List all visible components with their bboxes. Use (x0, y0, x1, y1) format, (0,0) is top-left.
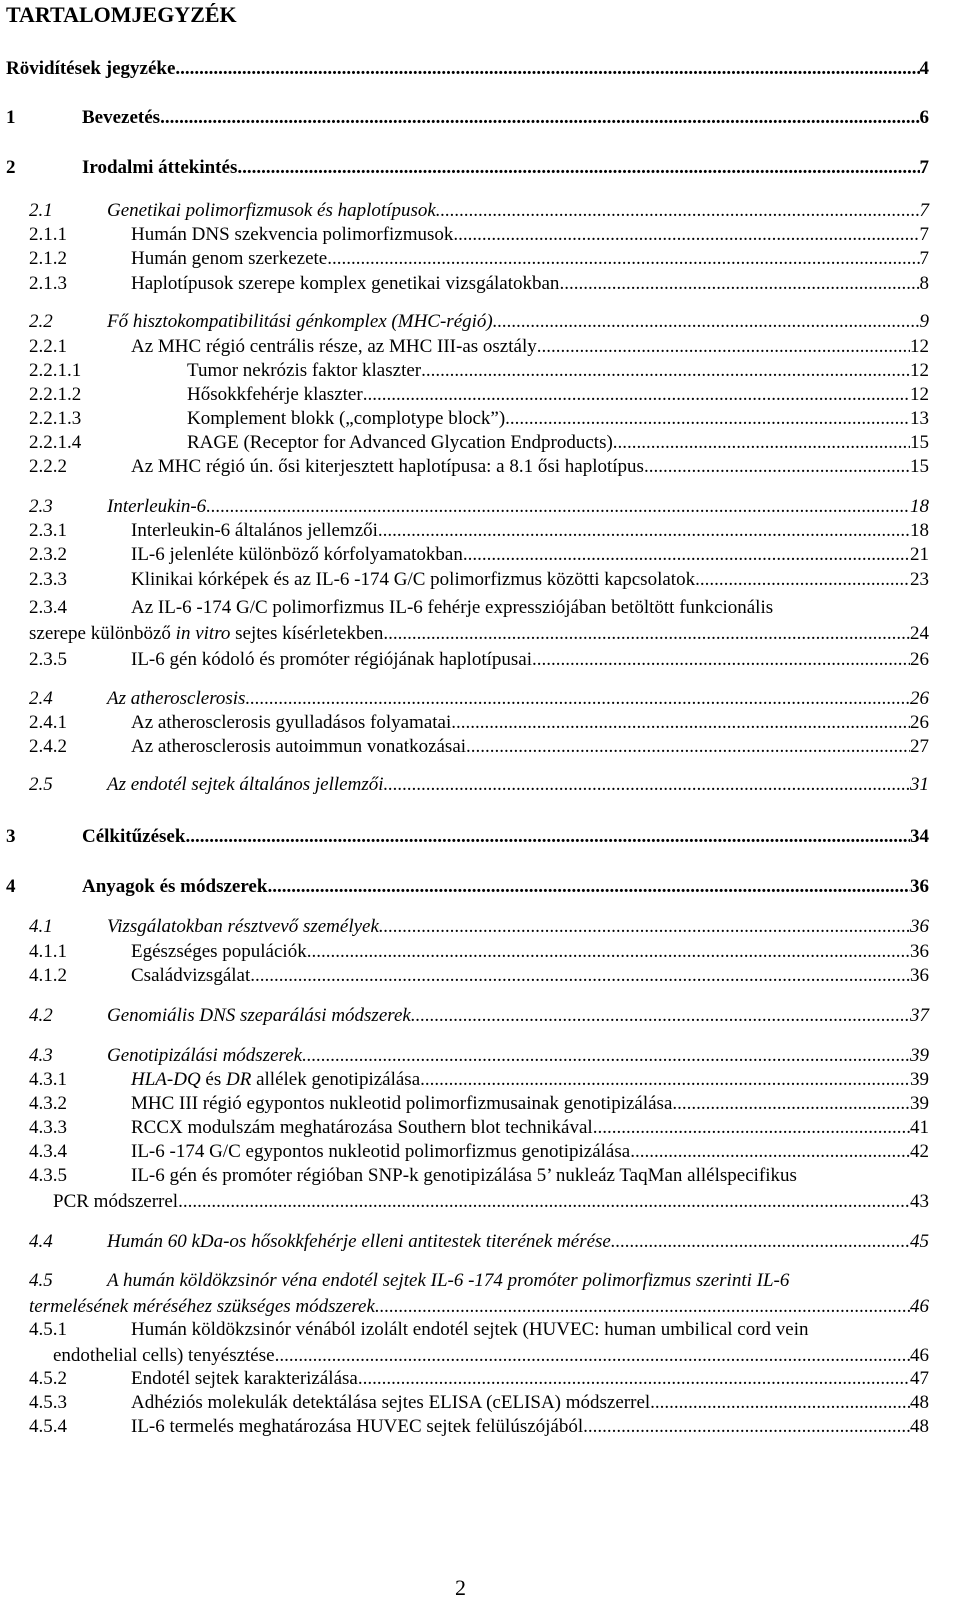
toc-title: TARTALOMJEGYZÉK (6, 2, 237, 27)
toc-entry-title: Célkitűzések (82, 826, 186, 847)
toc-entry-page: 36 (910, 876, 929, 897)
toc-entry-number: 2.5 (29, 774, 53, 795)
toc-entry-page: 27 (910, 736, 929, 757)
toc-entry-title-continued: endothelial cells) tenyésztése (53, 1345, 275, 1366)
toc-entry-page: 15 (910, 456, 929, 477)
toc-entry-number: 2.2.1.1 (29, 360, 82, 381)
toc-leader-dots (650, 1391, 910, 1415)
toc-leader-dots (206, 495, 910, 519)
toc-entry-page: 37 (910, 1005, 929, 1026)
toc-entry-number: 4.3.3 (29, 1117, 67, 1138)
toc-entry-title: Adhéziós molekulák detektálása sejtes ELISA (cELISA) módszerrel (131, 1392, 651, 1413)
toc-entry-title: Fő hisztokompatibilitási génkomplex (MHC-régió) (107, 311, 493, 332)
toc-leader-dots (302, 1044, 910, 1068)
toc-leader-dots (275, 1344, 910, 1368)
toc-entry[interactable] (29, 1318, 929, 1368)
toc-entry-number: 1 (6, 107, 16, 128)
toc-entry-title: Humán 60 kDa-os hősokkfehérje elleni antitestek titerének mérése (107, 1231, 611, 1252)
toc-entry-page: 4 (919, 58, 929, 79)
toc-entry-number: 4.3.4 (29, 1141, 67, 1162)
toc-leader-dots (160, 106, 919, 130)
toc-entry-page: 8 (919, 273, 929, 294)
toc-entry-number: 4.4 (29, 1231, 53, 1252)
toc-entry[interactable] (29, 495, 929, 519)
toc-entry[interactable] (29, 1116, 929, 1140)
toc-entry[interactable] (29, 455, 929, 479)
toc-entry-page: 12 (910, 336, 929, 357)
toc-entry-title-continued: szerepe különböző in vitro sejtes kísérletekben (29, 623, 384, 644)
toc-leader-dots (307, 940, 910, 964)
toc-entry[interactable] (29, 223, 929, 247)
toc-entry[interactable] (6, 875, 929, 899)
toc-entry-number: 2.3.2 (29, 544, 67, 565)
toc-entry-number: 4.1.2 (29, 965, 67, 986)
toc-entry-page: 46 (910, 1296, 929, 1317)
toc-entry-title: Az atherosclerosis autoimmun vonatkozásai (131, 736, 467, 757)
toc-entry-title: Tumor nekrózis faktor klaszter (187, 360, 422, 381)
toc-entry-title: Genetikai polimorfizmusok és haplotípusok (107, 200, 436, 221)
toc-entry-number: 2.1 (29, 200, 53, 221)
toc-entry[interactable] (29, 247, 929, 271)
toc-entry-title: Hősokkfehérje klaszter (187, 384, 363, 405)
toc-entry-title: IL-6 gén és promóter régióban SNP-k genotipizálása 5’ nukleáz TaqMan allélspecifikus (131, 1165, 797, 1186)
toc-entry-number: 4.3.2 (29, 1093, 67, 1114)
toc-entry-number: 4.3.5 (29, 1165, 67, 1186)
toc-entry-number: 4 (6, 876, 16, 897)
toc-entry-title: Rövidítések jegyzéke (6, 58, 176, 79)
toc-entry-page: 26 (910, 712, 929, 733)
toc-entry[interactable] (29, 735, 929, 759)
toc-entry-page: 41 (910, 1117, 929, 1138)
toc-entry-title: IL-6 termelés meghatározása HUVEC sejtek felülúszójából (131, 1416, 584, 1437)
toc-entry-title: A humán köldökzsinór véna endotél sejtek IL-6 -174 promóter polimorfizmus szerinti IL-6 (107, 1270, 790, 1291)
toc-entry[interactable] (29, 519, 929, 543)
toc-entry-page: 15 (910, 432, 929, 453)
toc-entry-title: Genotipizálási módszerek (107, 1045, 303, 1066)
toc-leader-dots (327, 247, 919, 271)
toc-leader-dots (453, 223, 919, 247)
toc-entry[interactable] (29, 310, 929, 334)
toc-entry-title: Családvizsgálat (131, 965, 251, 986)
toc-entry-title: Interleukin-6 általános jellemzői (131, 520, 378, 541)
toc-entry-title: Genomiális DNS szeparálási módszerek (107, 1005, 411, 1026)
toc-entry[interactable] (29, 199, 929, 223)
toc-entry-page: 39 (910, 1069, 929, 1090)
toc-entry[interactable] (29, 1230, 929, 1254)
toc-entry[interactable] (6, 57, 929, 81)
toc-entry-title: RAGE (Receptor for Advanced Glycation Endproducts) (187, 432, 613, 453)
toc-entry[interactable] (29, 596, 929, 646)
toc-entry-number: 4.5 (29, 1270, 53, 1291)
toc-entry-page: 36 (910, 916, 929, 937)
toc-entry-page: 46 (910, 1345, 929, 1366)
toc-entry-title: Az IL-6 -174 G/C polimorfizmus IL-6 fehérje expressziójában betöltött funkcionális (131, 597, 774, 618)
toc-entry-page: 48 (910, 1416, 929, 1437)
toc-leader-dots (237, 156, 919, 180)
toc-leader-dots (384, 773, 910, 797)
toc-entry-page: 7 (919, 248, 929, 269)
toc-entry-number: 2.1.1 (29, 224, 67, 245)
toc-entry-number: 2.4.1 (29, 712, 67, 733)
toc-leader-dots (379, 915, 910, 939)
toc-leader-dots (436, 199, 920, 223)
toc-entry-page: 39 (910, 1093, 929, 1114)
toc-leader-dots (613, 431, 910, 455)
toc-entry-title: Az MHC régió ún. ősi kiterjesztett haplotípusa: a 8.1 ősi haplotípus (131, 456, 644, 477)
toc-leader-dots (178, 1190, 910, 1214)
toc-entry-page: 18 (910, 520, 929, 541)
toc-entry-title: Interleukin-6 (107, 496, 207, 517)
toc-leader-dots (421, 359, 910, 383)
toc-entry[interactable] (29, 1092, 929, 1116)
toc-entry-number: 2.3 (29, 496, 53, 517)
toc-entry-number: 2.3.4 (29, 597, 67, 618)
toc-entry-title: Haplotípusok szerepe komplex genetikai vizsgálatokban (131, 273, 560, 294)
toc-entry-title: Az MHC régió centrális része, az MHC III-as osztály (131, 336, 537, 357)
toc-leader-dots (583, 1415, 910, 1439)
toc-entry[interactable] (29, 940, 929, 964)
toc-entry-title: Humán DNS szekvencia polimorfizmusok (131, 224, 454, 245)
toc-entry-title: Klinikai kórképek és az IL-6 -174 G/C polimorfizmus közötti kapcsolatok (131, 569, 696, 590)
toc-entry-number: 2.3.1 (29, 520, 67, 541)
toc-entry[interactable] (29, 1004, 929, 1028)
toc-entry[interactable] (6, 106, 929, 130)
toc-entry-title-continued: termelésének méréséhez szükséges módszerek (29, 1296, 375, 1317)
toc-leader-dots (175, 57, 919, 81)
toc-entry[interactable] (29, 1367, 929, 1391)
toc-entry-title: Az atherosclerosis (107, 688, 246, 709)
toc-entry[interactable] (29, 711, 929, 735)
toc-entry-page: 7 (919, 157, 929, 178)
toc-entry-number: 3 (6, 826, 16, 847)
toc-entry-title: Anyagok és módszerek (82, 876, 268, 897)
toc-entry-title: RCCX modulszám meghatározása Southern blot technikával (131, 1117, 593, 1138)
toc-entry-number: 2.1.3 (29, 273, 67, 294)
toc-entry-number: 4.3 (29, 1045, 53, 1066)
toc-entry[interactable] (29, 1044, 929, 1068)
toc-entry-title: IL-6 gén kódoló és promóter régiójának haplotípusai (131, 649, 533, 670)
toc-leader-dots (672, 1092, 910, 1116)
toc-entry-number: 2.1.2 (29, 248, 67, 269)
toc-leader-dots (505, 407, 910, 431)
toc-entry-title: Bevezetés (82, 107, 161, 128)
toc-entry[interactable] (29, 648, 929, 672)
toc-leader-dots (593, 1116, 910, 1140)
toc-leader-dots (185, 825, 910, 849)
toc-entry-number: 2.2.1 (29, 336, 67, 357)
toc-leader-dots (630, 1140, 910, 1164)
toc-entry-number: 2.2.1.2 (29, 384, 82, 405)
toc-entry[interactable] (6, 156, 929, 180)
toc-entry[interactable] (6, 825, 929, 849)
toc-entry-number: 4.5.3 (29, 1392, 67, 1413)
toc-entry-page: 13 (910, 408, 929, 429)
toc-leader-dots (378, 519, 910, 543)
toc-leader-dots (383, 622, 910, 646)
toc-leader-dots (358, 1367, 910, 1391)
toc-leader-dots (559, 272, 919, 296)
toc-entry-page: 12 (910, 384, 929, 405)
toc-leader-dots (644, 455, 910, 479)
toc-entry[interactable] (29, 1068, 929, 1092)
toc-entry-page: 31 (910, 774, 929, 795)
toc-entry[interactable] (29, 1140, 929, 1164)
toc-entry-title: Humán köldökzsinór vénából izolált endotél sejtek (HUVEC: human umbilical cord vein (131, 1319, 809, 1340)
toc-entry[interactable] (29, 687, 929, 711)
toc-entry-title: Komplement blokk („complotype block”) (187, 408, 506, 429)
toc-entry[interactable] (29, 543, 929, 567)
toc-entry-number: 4.1 (29, 916, 53, 937)
toc-entry[interactable] (29, 335, 929, 359)
toc-entry-page: 7 (919, 224, 929, 245)
toc-entry-page: 45 (910, 1231, 929, 1252)
toc-entry-number: 4.3.1 (29, 1069, 67, 1090)
toc-entry-page: 21 (910, 544, 929, 565)
toc-entry-page: 42 (910, 1141, 929, 1162)
toc-entry-page: 34 (910, 826, 929, 847)
toc-entry-title: Irodalmi áttekintés (82, 157, 238, 178)
toc-leader-dots (493, 310, 920, 334)
toc-leader-dots (250, 964, 910, 988)
toc-entry-number: 2.2 (29, 311, 53, 332)
toc-leader-dots (466, 735, 910, 759)
toc-entry-number: 4.5.2 (29, 1368, 67, 1389)
toc-leader-dots (375, 1295, 910, 1319)
toc-entry[interactable] (29, 272, 929, 296)
toc-entry[interactable] (29, 1164, 929, 1214)
toc-entry[interactable] (29, 915, 929, 939)
toc-leader-dots (695, 568, 910, 592)
toc-leader-dots (532, 648, 910, 672)
toc-entry-title: Az atherosclerosis gyulladásos folyamatai (131, 712, 452, 733)
toc-entry-number: 2.4.2 (29, 736, 67, 757)
toc-entry-page: 36 (910, 941, 929, 962)
toc-entry-page: 12 (910, 360, 929, 381)
toc-leader-dots (451, 711, 910, 735)
toc-entry-number: 2.2.2 (29, 456, 67, 477)
toc-entry[interactable] (29, 1415, 929, 1439)
toc-entry-title: Humán genom szerkezete (131, 248, 328, 269)
toc-entry-page: 48 (910, 1392, 929, 1413)
toc-entry-number: 4.2 (29, 1005, 53, 1026)
toc-entry-page: 43 (910, 1191, 929, 1212)
toc-entry[interactable] (29, 359, 929, 383)
toc-entry-title: Az endotél sejtek általános jellemzői (107, 774, 384, 795)
toc-entry[interactable] (29, 431, 929, 455)
toc-entry[interactable] (29, 1391, 929, 1415)
toc-entry-number: 2.2.1.4 (29, 432, 82, 453)
toc-entry-title: IL-6 -174 G/C egypontos nukleotid polimorfizmus genotipizálása (131, 1141, 631, 1162)
toc-leader-dots (537, 335, 910, 359)
toc-entry[interactable] (29, 1269, 929, 1319)
toc-leader-dots (267, 875, 910, 899)
toc-entry-number: 4.5.4 (29, 1416, 67, 1437)
toc-entry-number: 2.3.5 (29, 649, 67, 670)
page-number: 2 (455, 1575, 466, 1600)
toc-entry-page: 39 (910, 1045, 929, 1066)
toc-entry-page: 26 (910, 649, 929, 670)
toc-leader-dots (611, 1230, 910, 1254)
toc-entry-title: Vizsgálatokban résztvevő személyek (107, 916, 379, 937)
toc-entry-number: 2.2.1.3 (29, 408, 82, 429)
toc-entry-page: 7 (919, 200, 929, 221)
toc-entry[interactable] (29, 383, 929, 407)
toc-leader-dots (411, 1004, 910, 1028)
toc-leader-dots (420, 1068, 910, 1092)
toc-entry-page: 9 (919, 311, 929, 332)
toc-entry-number: 2.3.3 (29, 569, 67, 590)
toc-entry-number: 4.5.1 (29, 1319, 67, 1340)
toc-entry-number: 2.4 (29, 688, 53, 709)
toc-entry-title: IL-6 jelenléte különböző kórfolyamatokban (131, 544, 463, 565)
toc-entry-number: 4.1.1 (29, 941, 67, 962)
toc-entry-title: HLA-DQ és DR allélek genotipizálása (131, 1069, 421, 1090)
toc-entry[interactable] (29, 568, 929, 592)
toc-entry-title: Egészséges populációk (131, 941, 307, 962)
toc-leader-dots (463, 543, 910, 567)
toc-entry-title: MHC III régió egypontos nukleotid polimorfizmusainak genotipizálása (131, 1093, 673, 1114)
toc-entry-page: 24 (910, 623, 929, 644)
toc-entry-page: 23 (910, 569, 929, 590)
toc-entry-title: Endotél sejtek karakterizálása (131, 1368, 358, 1389)
toc-entry[interactable] (29, 407, 929, 431)
toc-entry-number: 2 (6, 157, 16, 178)
toc-entry[interactable] (29, 964, 929, 988)
toc-entry-title-continued: PCR módszerrel (53, 1191, 179, 1212)
toc-entry-page: 26 (910, 688, 929, 709)
toc-entry-page: 18 (910, 496, 929, 517)
toc-entry-page: 47 (910, 1368, 929, 1389)
toc-leader-dots (363, 383, 910, 407)
toc-entry-page: 36 (910, 965, 929, 986)
toc-entry-page: 6 (919, 107, 929, 128)
toc-entry[interactable] (29, 773, 929, 797)
toc-leader-dots (245, 687, 910, 711)
